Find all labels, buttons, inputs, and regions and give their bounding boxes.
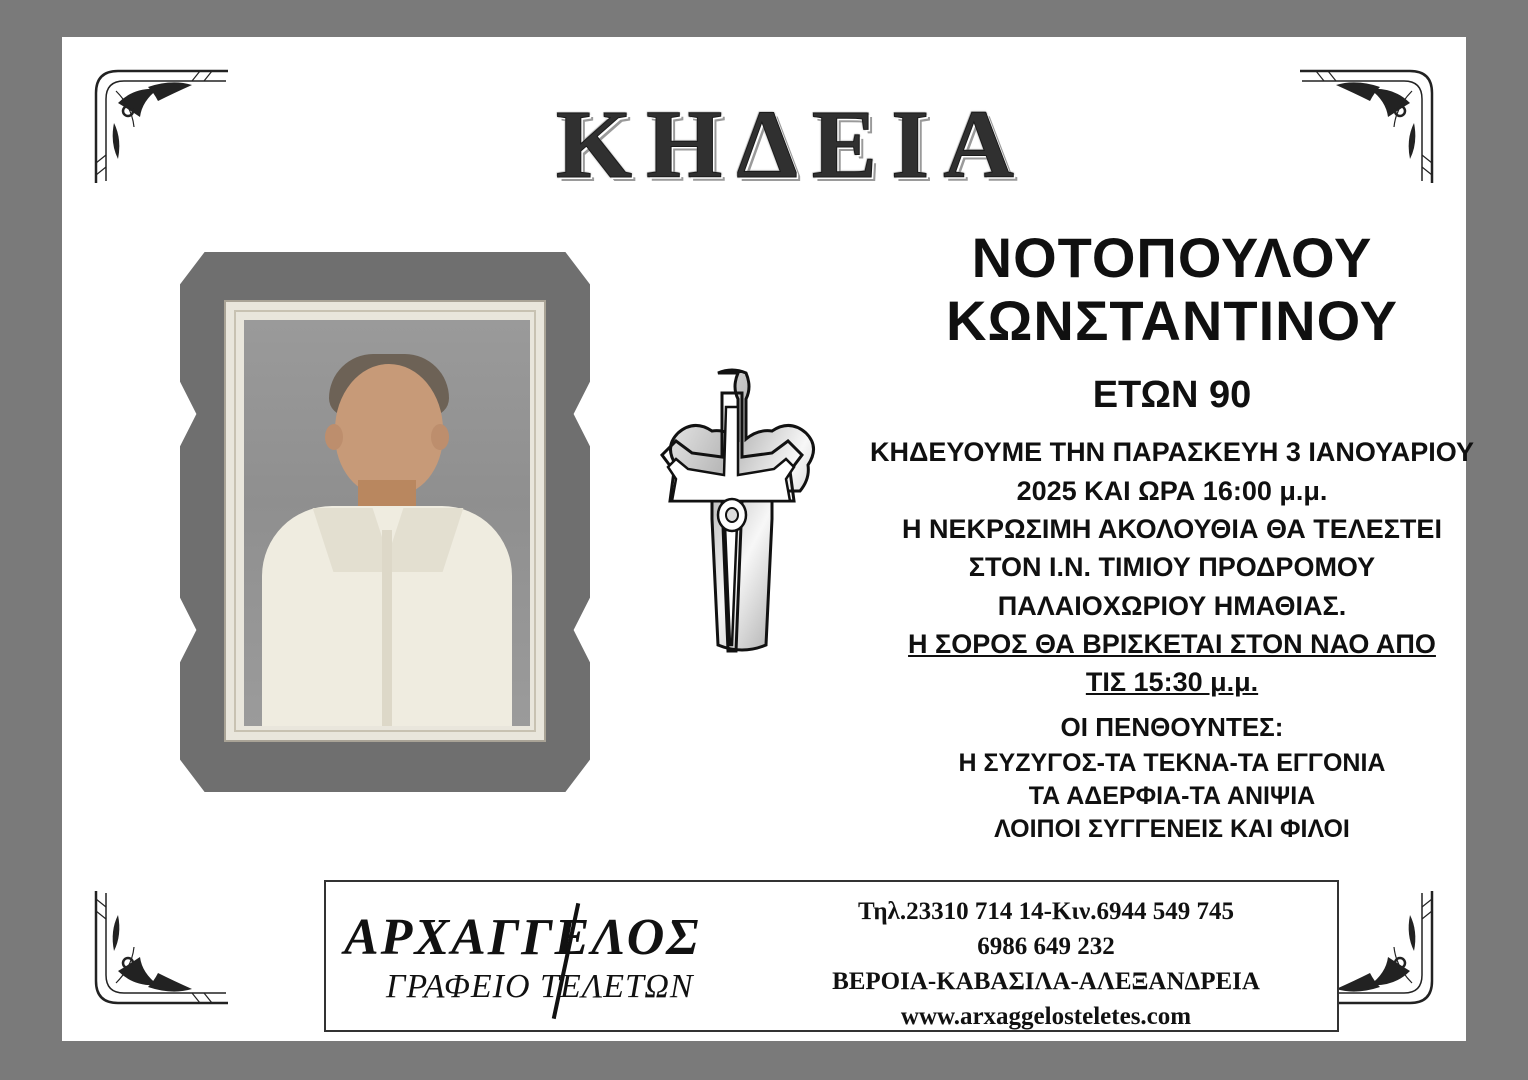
service-line-5: ΠΑΛΑΙΟΧΩΡΙΟΥ ΗΜΑΘΙΑΣ. xyxy=(997,590,1347,621)
corner-ornament-icon xyxy=(88,63,238,193)
corner-ornament-icon xyxy=(88,881,238,1011)
emphasis-line-2: ΤΙΣ 15:30 μ.μ. xyxy=(1085,667,1259,698)
portrait-placket xyxy=(382,530,392,726)
phone-line-1: Τηλ.23310 714 14-Κιν.6944 549 745 xyxy=(857,898,1235,925)
corner-ornament-icon xyxy=(1290,63,1440,193)
contact-block xyxy=(766,894,1326,1034)
website-link[interactable]: www.arxaggelosteletes.com xyxy=(900,1003,1192,1030)
phone-line-2: 6986 649 232 xyxy=(977,933,1115,960)
mourners-list xyxy=(852,747,1492,846)
mourners-line-3: ΛΟΙΠΟΙ ΣΥΓΓΕΝΕΙΣ ΚΑΙ ΦΙΛΟΙ xyxy=(994,814,1350,843)
service-details xyxy=(852,433,1492,701)
service-line-3: Η ΝΕΚΡΩΣΙΜΗ ΑΚΟΛΟΥΘΙΑ ΘΑ ΤΕΛΕΣΤΕΙ xyxy=(902,514,1442,545)
orthodox-cross-icon xyxy=(622,367,842,697)
age-line: ΕΤΩΝ 90 xyxy=(1092,374,1252,417)
mourners-label: ΟΙ ΠΕΝΘΟΥΝΤΕΣ: xyxy=(1060,711,1284,742)
portrait-head xyxy=(335,364,443,496)
company-name: ΑΡΧΑΓΓΕΛΟΣ xyxy=(344,909,701,966)
deceased-surname: ΝΟΤΟΠΟΥΛΟΥ xyxy=(971,226,1373,289)
notice-text xyxy=(852,227,1492,846)
emphasis-line-1: Η ΣΟΡΟΣ ΘΑ ΒΡΙΣΚΕΤΑΙ ΣΤΟΝ ΝΑΟ ΑΠΟ xyxy=(908,629,1436,660)
portrait-ear-left xyxy=(325,424,343,450)
service-line-1: ΚΗΔΕΥΟΥΜΕ ΤΗΝ ΠΑΡΑΣΚΕΥΗ 3 ΙΑΝΟΥΑΡΙΟΥ xyxy=(870,437,1474,468)
page-title: ΚΗΔΕΙΑ xyxy=(555,91,1029,199)
mourners-line-1: Η ΣΥΖΥΓΟΣ-ΤΑ ΤΕΚΝΑ-ΤΑ ΕΓΓΟΝΙΑ xyxy=(958,748,1386,777)
frame-mat xyxy=(224,300,546,742)
portrait-ear-right xyxy=(431,424,449,450)
company-logo xyxy=(336,892,756,1020)
company-tagline: ΓΡΑΦΕΙΟ ΤΕΛΕΤΩΝ xyxy=(386,968,694,1005)
mourners-line-2: ΤΑ ΑΔΕΡΦΙΑ-ΤΑ ΑΝΙΨΙΑ xyxy=(1028,781,1316,810)
portrait-frame xyxy=(180,252,590,792)
footer-panel xyxy=(324,880,1339,1032)
service-line-4: ΣΤΟΝ Ι.Ν. ΤΙΜΙΟΥ ΠΡΟΔΡΟΜΟΥ xyxy=(968,552,1376,583)
deceased-name xyxy=(852,227,1492,352)
portrait-photo xyxy=(244,320,530,726)
deceased-firstname: ΚΩΝΣΤΑΝΤΙΝΟΥ xyxy=(946,288,1398,352)
locations-line: ΒΕΡΟΙΑ-ΚΑΒΑΣΙΛΑ-ΑΛΕΞΑΝΔΡΕΙΑ xyxy=(832,968,1260,995)
poster-sheet xyxy=(62,37,1474,1041)
service-line-2: 2025 ΚΑΙ ΩΡΑ 16:00 μ.μ. xyxy=(1016,475,1328,506)
